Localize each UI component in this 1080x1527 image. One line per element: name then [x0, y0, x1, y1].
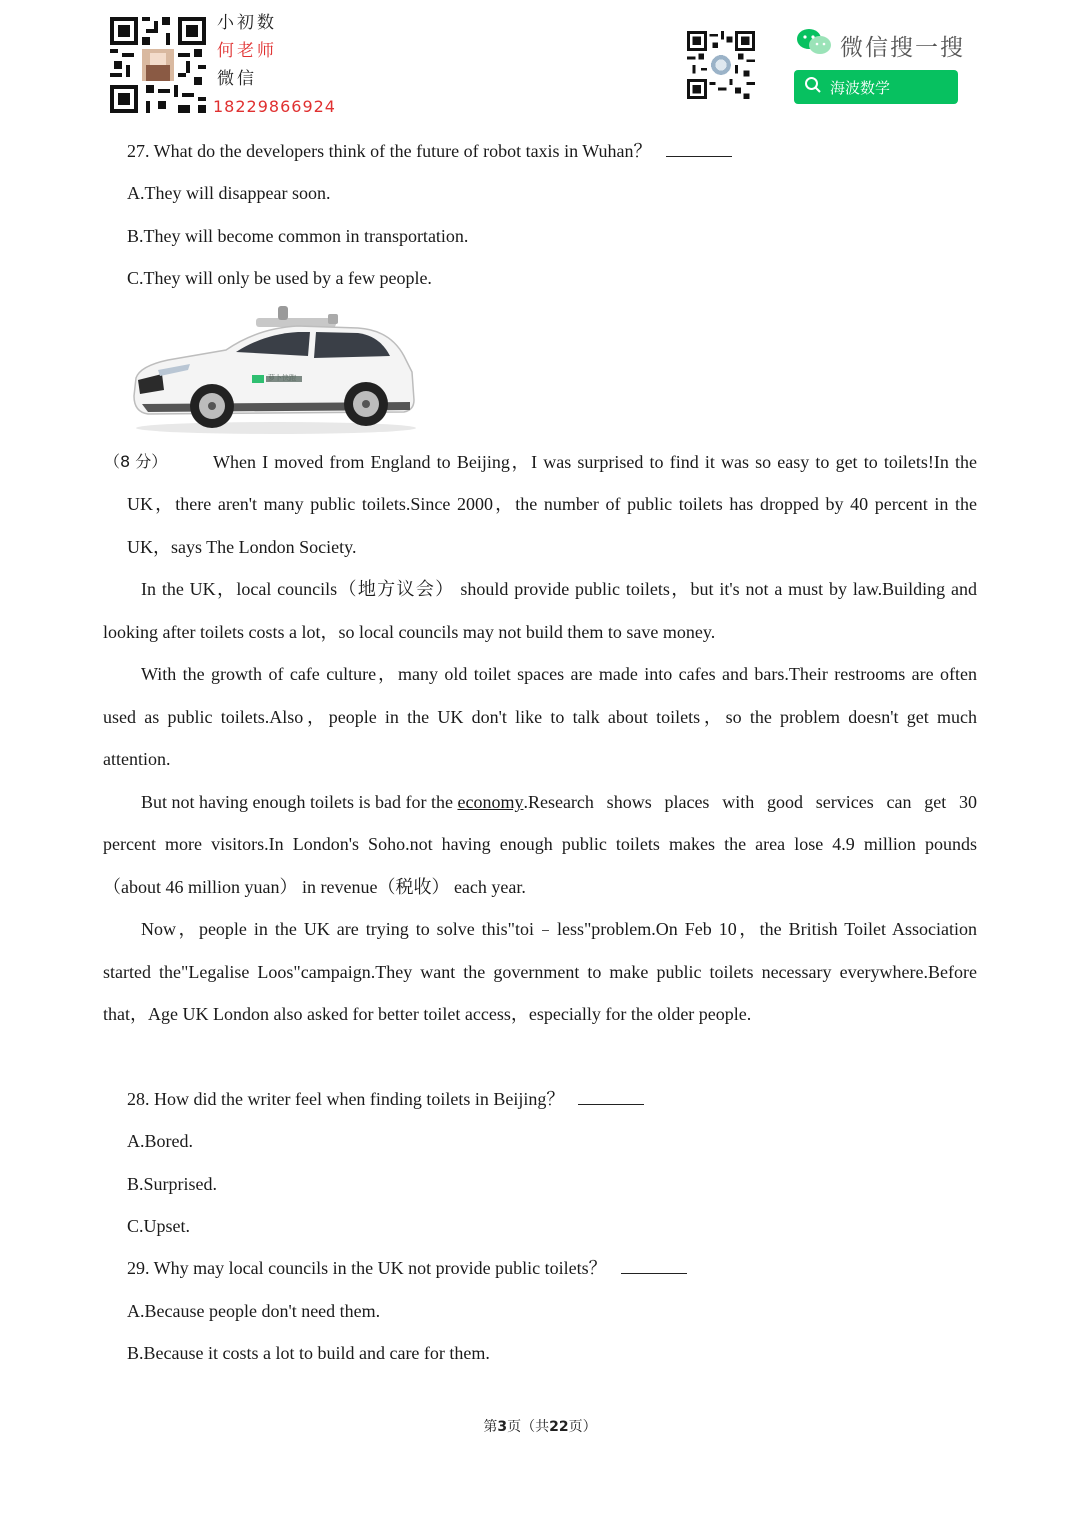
q27-option-c: C.They will only be used by a few people. [127, 268, 432, 288]
page-number: 3 [497, 1419, 508, 1435]
p1-line-3: UK，says The London Society. [127, 537, 357, 557]
q28-option-a: A.Bored. [127, 1131, 193, 1151]
p1-line-1: When I moved from England to Beijing，I was surprised to find it was so easy to get to toilets!In the [213, 452, 977, 472]
p4-line-1-post: .Research shows places with good services can get 30 [523, 792, 977, 812]
q29-question-text: 29. Why may local councils in the UK not provide public toilets？ [127, 1258, 607, 1278]
q27-question-text: 27. What do the developers think of the future of robot taxis in Wuhan？ [127, 141, 652, 161]
q28-question [127, 1087, 644, 1111]
wechat-label: 微信 [217, 69, 257, 89]
p3-line-2: used as public toilets.Also，people in the UK don't like to talk about toilets，so the problem doesn't get much [103, 707, 977, 727]
p5-line-1: Now，people in the UK are trying to solve this"toi﹣less"problem.On Feb 10，the British Toilet Association [141, 919, 977, 939]
phone-number: 18229866924 [213, 97, 336, 116]
p2-line-1: In the UK，local councils（地方议会） should provide public toilets，but it's not a must by law.Building and [141, 579, 977, 599]
p4-line-1-pre: But not having enough toilets is bad for the [141, 792, 458, 812]
underlined-word: economy [457, 792, 524, 812]
answer-blank [578, 1088, 644, 1105]
score-label: （8 分） [104, 452, 168, 471]
p5-line-2: started the"Legalise Loos"campaign.They want the government to make public toilets necessary everywhere.Before [103, 962, 977, 982]
car-logo: 萝卜快跑 [268, 374, 296, 382]
answer-blank [621, 1257, 687, 1274]
q27-question [127, 139, 732, 163]
q28-option-b: B.Surprised. [127, 1174, 217, 1194]
q29-question [127, 1256, 687, 1280]
wechat-search-title [796, 28, 965, 62]
page-footer [0, 1416, 1080, 1436]
q28-question-text: 28. How did the writer feel when finding toilets in Beijing？ [127, 1089, 565, 1109]
q29-option-a: A.Because people don't need them. [127, 1301, 381, 1321]
q27-option-b: B.They will become common in transportation. [127, 226, 469, 246]
q27-option-a: A.They will disappear soon. [127, 183, 331, 203]
p1-line-2: UK，there aren't many public toilets.Since 2000，the number of public toilets has dropped by 40 percent in the [127, 494, 977, 514]
qr-code-right [687, 31, 755, 99]
footer-post: 页） [568, 1419, 597, 1435]
q28-option-c: C.Upset. [127, 1216, 190, 1236]
wechat-title-text: 微信搜一搜 [840, 34, 965, 61]
wechat-icon [796, 28, 832, 62]
footer-mid: 页（共 [507, 1419, 550, 1435]
contact-label: 小初数 [217, 13, 277, 33]
footer-pre: 第 [483, 1419, 498, 1435]
p5-line-3: that，Age UK London also asked for better toilet access，especially for the older people. [103, 1004, 752, 1024]
p4-line-2: percent more visitors.In London's Soho.not having enough public toilets makes the area lose 4.9 million pounds [103, 834, 977, 854]
search-button[interactable] [794, 70, 958, 104]
total-pages: 22 [549, 1419, 569, 1435]
robot-taxi-image [128, 300, 418, 436]
p3-line-1: With the growth of cafe culture，many old toilet spaces are made into cafes and bars.Their restrooms are often [141, 664, 977, 684]
answer-blank [666, 140, 732, 157]
qr-code-left [110, 17, 206, 113]
teacher-name: 何老师 [217, 41, 277, 61]
search-label: 海波数学 [830, 78, 891, 97]
q29-option-b: B.Because it costs a lot to build and care for them. [127, 1343, 490, 1363]
p2-line-2: looking after toilets costs a lot，so local councils may not build them to save money. [103, 622, 716, 642]
p3-line-3: attention. [103, 749, 171, 769]
p4-line-1 [141, 790, 977, 814]
p4-line-3: （about 46 million yuan） in revenue（税收） each year. [103, 877, 526, 897]
search-icon [804, 76, 822, 98]
